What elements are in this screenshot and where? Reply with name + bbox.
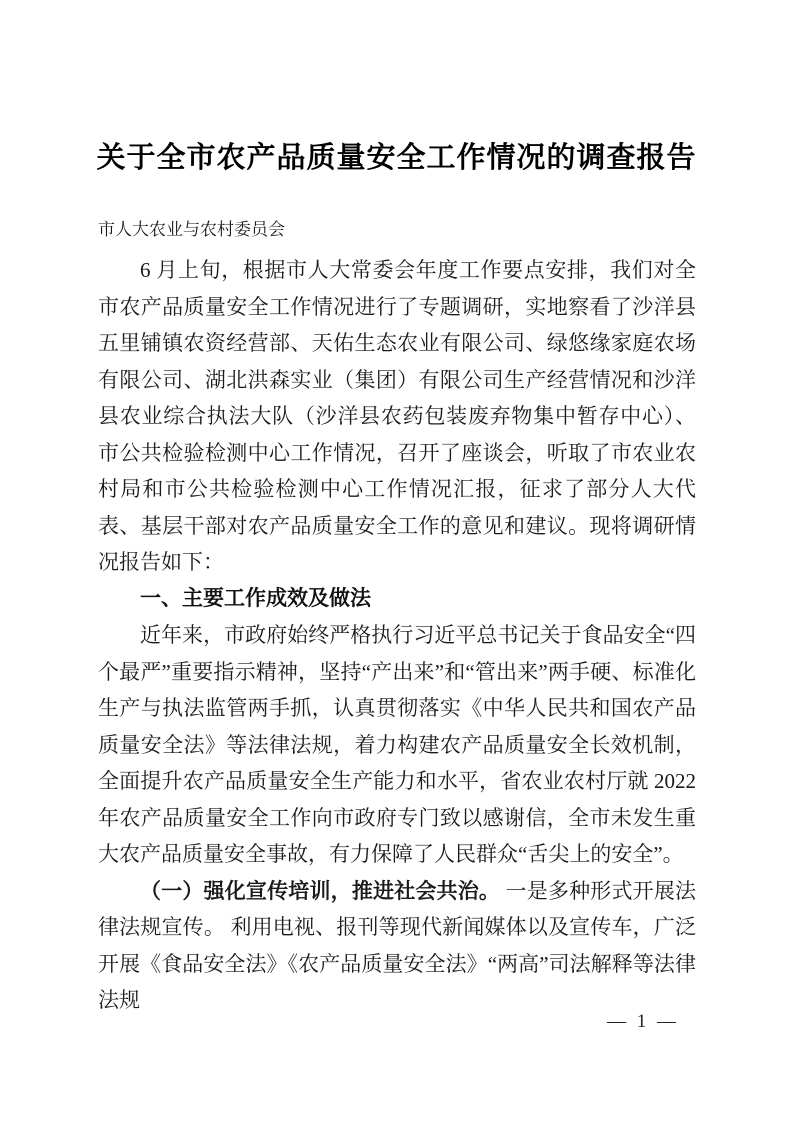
document-body bbox=[98, 252, 696, 1019]
subsection-1-lead: （一）强化宣传培训，推进社会共治。 bbox=[140, 878, 501, 903]
author-line: 市人大农业与农村委员会 bbox=[98, 220, 285, 239]
page-number: — 1 — bbox=[607, 1011, 679, 1032]
intro-paragraph: 6 月上旬，根据市人大常委会年度工作要点安排，我们对全市农产品质量安全工作情况进行了专题调研，实地察看了沙洋县五里铺镇农资经营部、天佑生态农业有限公司、绿悠缘家庭农场有限公司、湖北洪森实业（集团）有限公司生产经营情况和沙洋县农业综合执法大队（沙洋县农药包装废弃物集中暂存中心）、市公共检验检测中心工作情况，召开了座谈会，听取了市农业农村局和市公共检验检测中心工作情况汇报，征求了部分人大代表、基层干部对农产品质量安全工作的意见和建议。现将调研情况报告如下： bbox=[98, 258, 696, 574]
subsection-1-paragraph bbox=[98, 873, 696, 1019]
document-title: 关于全市农产品质量安全工作情况的调查报告 bbox=[96, 142, 697, 174]
section-1-paragraph: 近年来，市政府始终严格执行习近平总书记关于食品安全“四个最严”重要指示精神，坚持“产出来”和“管出来”两手硬、标准化生产与执法监管两手抓，认真贯彻落实《中华人民共和国农产品质量安全法》等法律法规，着力构建农产品质量安全长效机制，全面提升农产品质量安全生产能力和水平，省农业农村厅就 2022 年农产品质量安全工作向市政府专门致以感谢信，全市未发生重大农产品质量安全事故，有力保障了人民群众“舌尖上的安全”。 bbox=[98, 623, 696, 866]
section-heading-1: 一、主要工作成效及做法 bbox=[140, 586, 371, 610]
subsection-1-text: 利用电视、报刊等现代新闻媒体以及宣传车，广泛开展《食品安全法》《农产品质量安全法》“两高”司法解释等法律法规 bbox=[98, 915, 697, 1012]
subsection-1-point: 一是多种形式开展法律法规宣传。 bbox=[98, 878, 697, 939]
